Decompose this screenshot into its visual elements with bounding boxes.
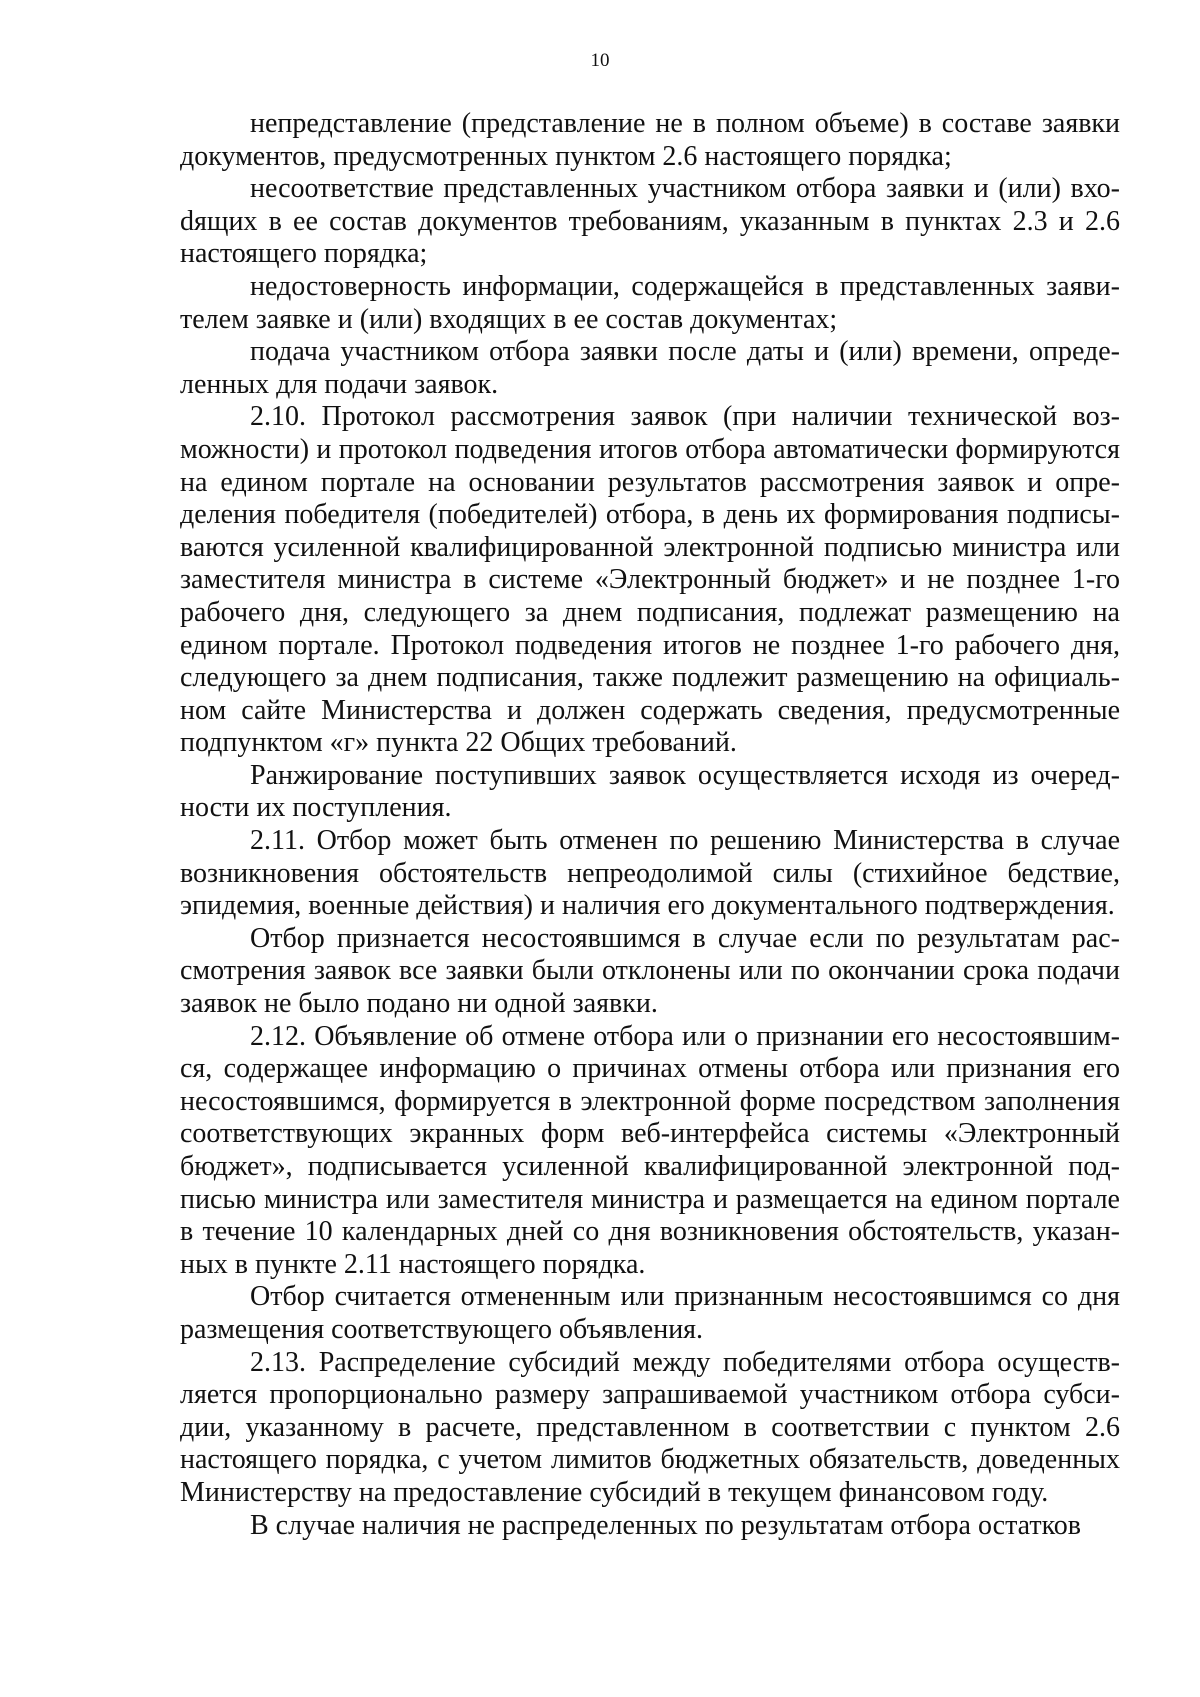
paragraph: В случае наличия не распределенных по результатам отбора остатков [250,1509,1082,1541]
paragraph: недостоверность информации, содержащейся в представленных заявителем заявке и (или) входящих в ее состав документах; [180,270,1120,335]
paragraph: 2.12. Объявление об отмене отбора или о признании его несостоявшимся, содержащее информацию о причинах отмены отбора или признания его несостоявшимся, формируется в электронной форме посредством заполнения соответствующих экранных форм веб-интерфейса системы «Электронный бюджет», подписывается усиленной квалифицированной электронной подписью министра или заместителя министра и размещается на едином портале в течение 10 календарных дней со дня возникновения обстоятельств, указанных в пункте 2.11 настоящего порядка. [180,1020,1120,1280]
paragraph: Ранжирование поступивших заявок осуществляется исходя из очередности их поступления. [180,759,1120,824]
paragraph: непредставление (представление не в полном объеме) в составе заявки документов, предусмотренных пунктом 2.6 настоящего порядка; [180,108,1120,172]
paragraph: Отбор признается несостоявшимся в случае если по результатам рассмотрения заявок все заявки были отклонены или по окончании срока подачи заявок не было подано ни одной заявки. [180,922,1120,1020]
paragraph: Отбор считается отмененным или признанным несостоявшимся со дня размещения соответствующего объявления. [180,1281,1120,1345]
paragraph: 2.11. Отбор может быть отменен по решению Министерства в случае возникновения обстоятельств непреодолимой силы (стихийное бедствие, эпидемия, военные действия) и наличия его документального подтверждения. [180,825,1120,922]
paragraph: подача участником отбора заявки после даты и (или) времени, определенных для подачи заявок. [180,336,1120,400]
paragraph: несоответствие представленных участником отбора заявки и (или) вхоdящих в ее состав документов требованиям, указанным в пунктах 2.3 и 2.6 настоящего порядка; [180,173,1120,270]
document-body [180,108,1120,1542]
paragraph: 2.13. Распределение субсидий между победителями отбора осуществляется пропорционально размеру запрашиваемой участником отбора субсидии, указанному в расчете, представленном в соответствии с пунктом 2.6 настоящего порядка, с учетом лимитов бюджетных обязательств, доведенных Министерству на предоставление субсидий в текущем финансовом году. [180,1346,1120,1508]
page-number: 10 [590,50,610,71]
paragraph: 2.10. Протокол рассмотрения заявок (при наличии технической возможности) и протокол подведения итогов отбора автоматически формируются на едином портале на основании результатов рассмотрения заявок и определения победителя (победителей) отбора, в день их формирования подписываются усиленной квалифицированной электронной подписью министра или заместителя министра в системе «Электронный бюджет» и не позднее 1-го рабочего дня, следующего за днем подписания, подлежат размещению на едином портале. Протокол подведения итогов не позднее 1-го рабочего дня, следующего за днем подписания, также подлежит размещению на официальном сайте Министерства и должен содержать сведения, предусмотренные подпунктом «г» пункта 22 Общих требований. [180,401,1120,759]
